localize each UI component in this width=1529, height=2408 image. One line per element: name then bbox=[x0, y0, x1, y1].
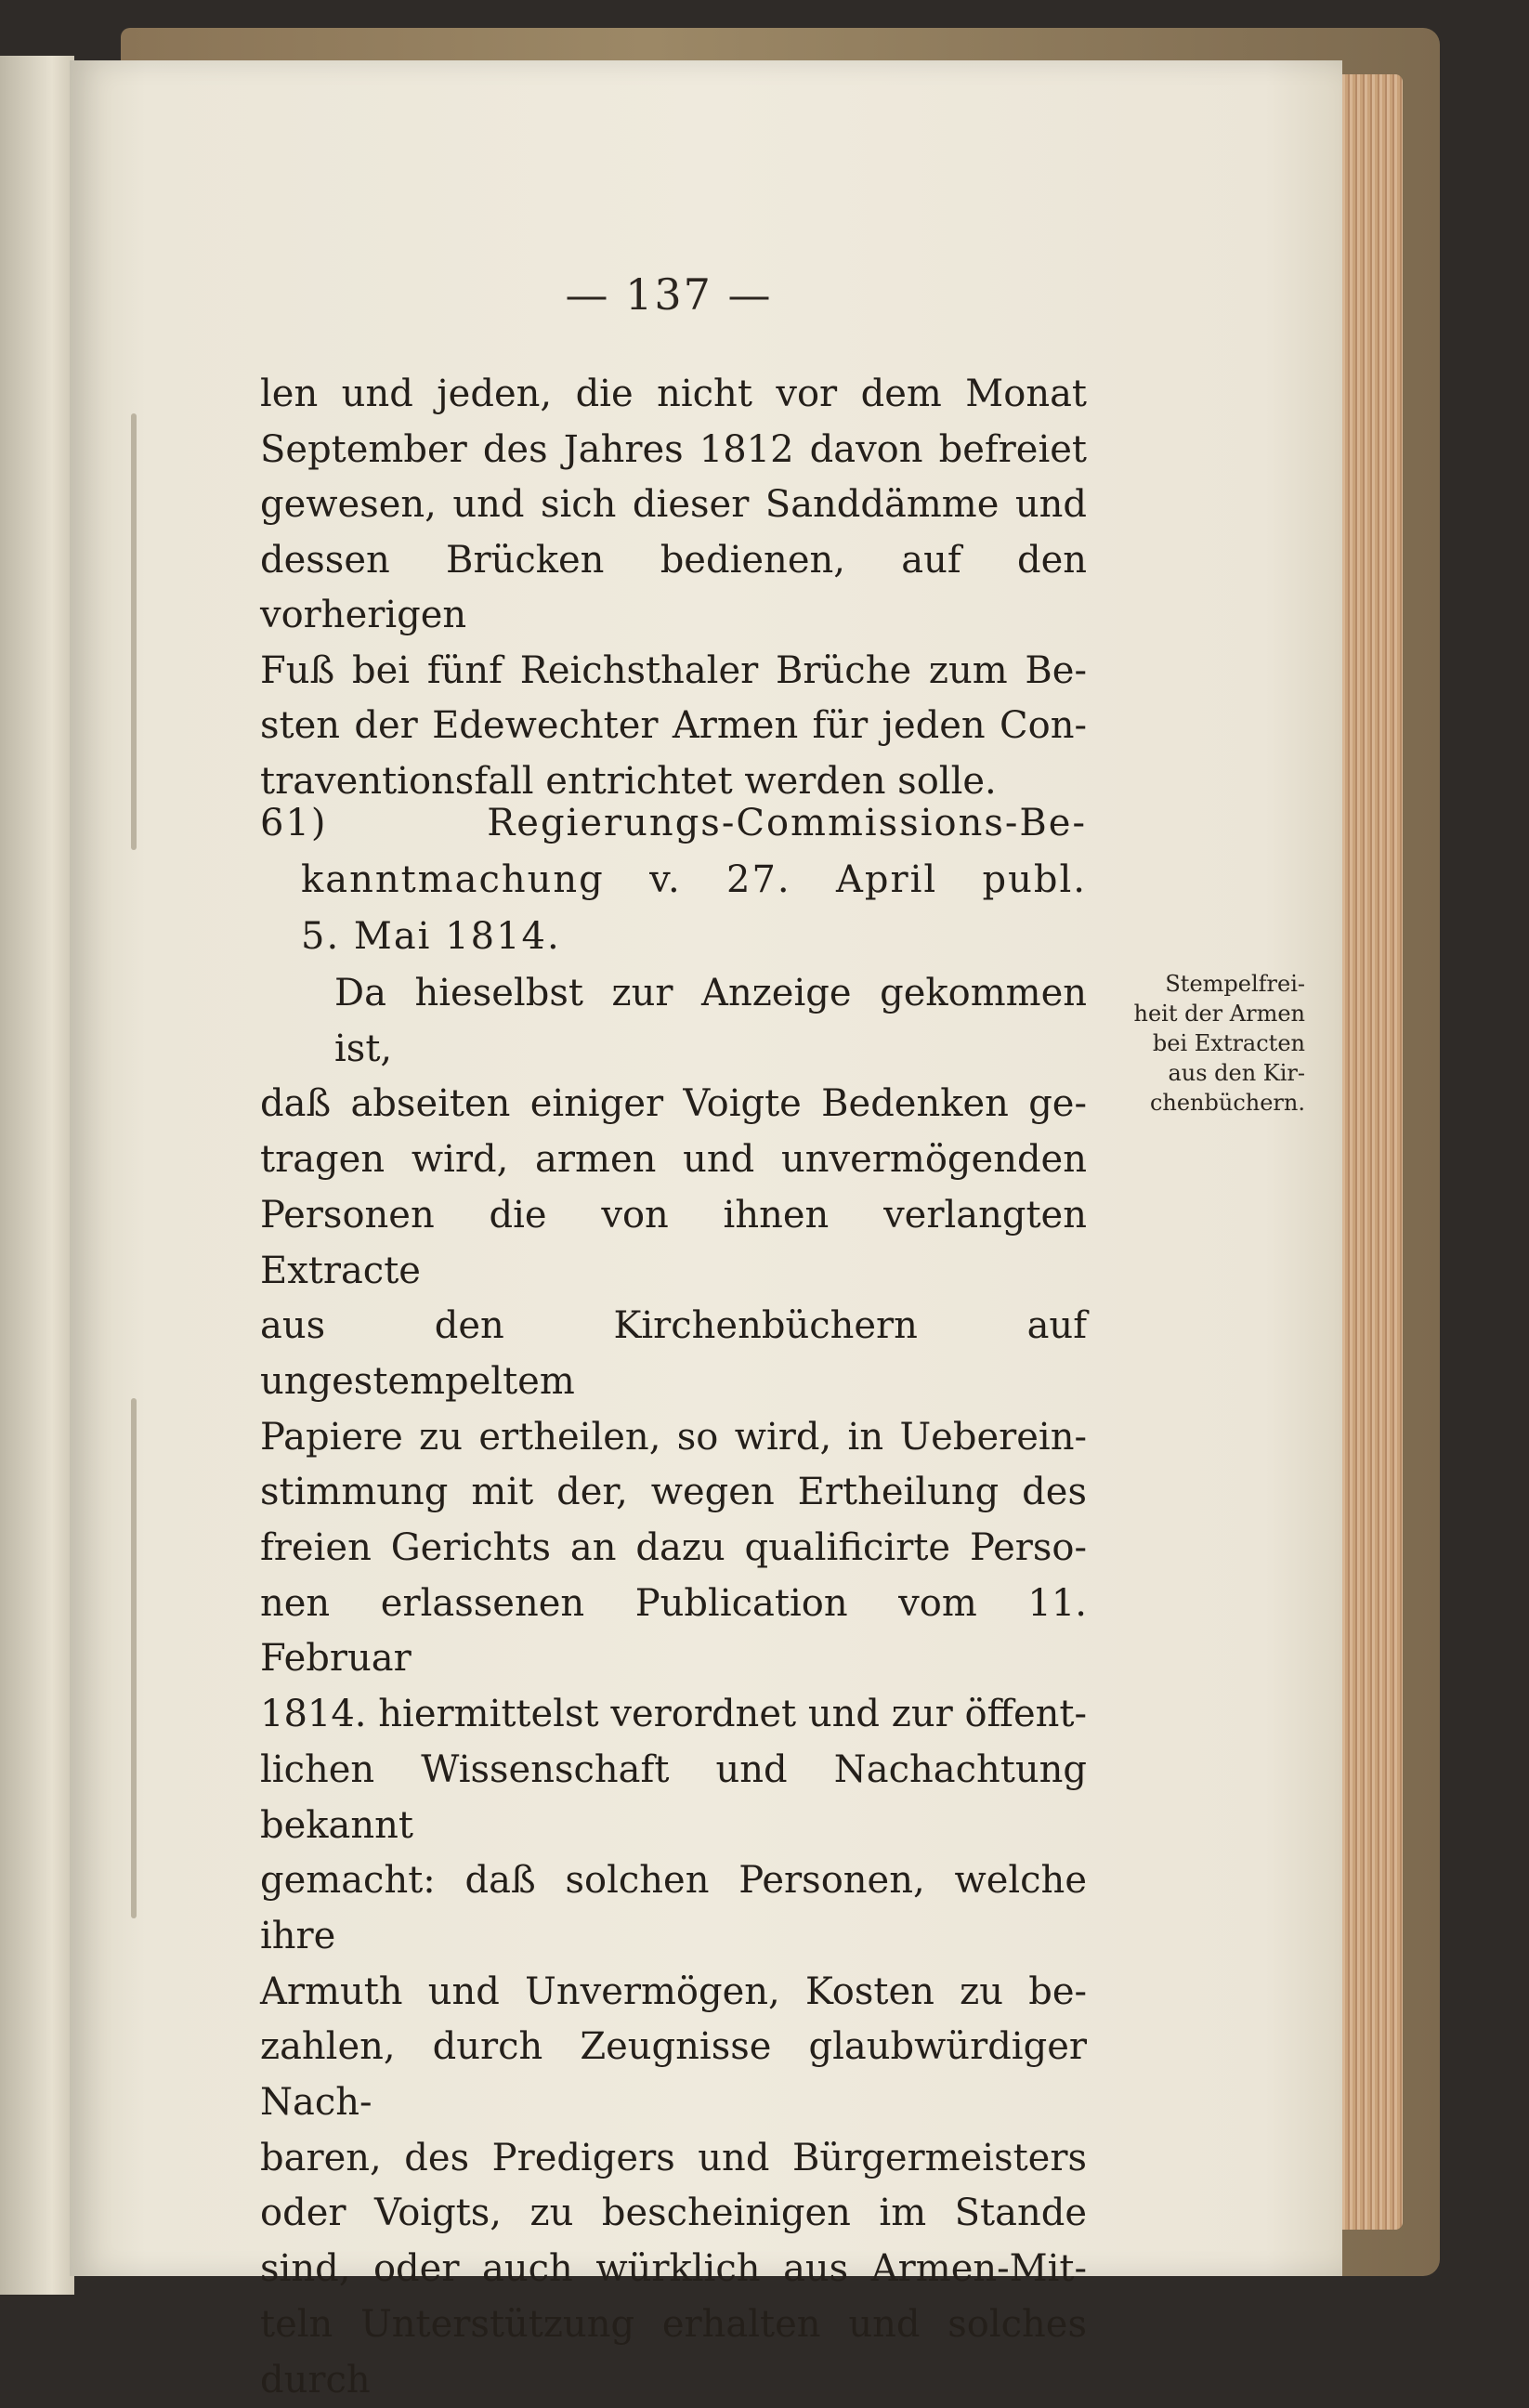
text-line: tragen wird, armen und unvermögenden bbox=[260, 1138, 1087, 1182]
binding-thread bbox=[131, 1398, 137, 1918]
text-line: sind, oder auch würklich aus Armen-Mit- bbox=[260, 2247, 1087, 2291]
text-line: Armuth und Unvermögen, Kosten zu be- bbox=[260, 1970, 1087, 2013]
page-number: — 137 — bbox=[565, 269, 773, 320]
text-line: lichen Wissenschaft und Nachachtung bekannt bbox=[260, 1747, 1087, 1847]
text-line: zahlen, durch Zeugnisse glaubwürdiger Nach- bbox=[260, 2025, 1087, 2125]
text-line: oder Voigts, zu bescheinigen im Stande bbox=[260, 2192, 1087, 2235]
margin-note bbox=[1087, 969, 1305, 1118]
heading-line: 61) Regierungs-Commissions-Be- bbox=[260, 802, 1087, 844]
margin-note-line: bei Extracten bbox=[1152, 1030, 1305, 1056]
text-line: Personen die von ihnen verlangten Extracte bbox=[260, 1193, 1087, 1292]
text-line: sten der Edewechter Armen für jeden Con- bbox=[260, 704, 1087, 747]
text-line: traventionsfall entrichtet werden solle. bbox=[260, 759, 997, 803]
text-line: 1814. hiermittelst verordnet und zur öffent- bbox=[260, 1693, 1087, 1736]
margin-note-line: heit der Armen bbox=[1133, 1001, 1305, 1027]
text-line: teln Unterstützung erhalten und solches durch bbox=[260, 2302, 1087, 2401]
paragraph-continuation bbox=[260, 367, 1087, 809]
margin-note-line: aus den Kir- bbox=[1168, 1060, 1305, 1086]
heading-line: 5. Mai 1814. bbox=[301, 915, 561, 958]
facing-page bbox=[0, 56, 74, 2295]
text-line: baren, des Predigers und Bürgermeisters bbox=[260, 2136, 1087, 2179]
text-line: gewesen, und sich dieser Sanddämme und bbox=[260, 483, 1087, 526]
text-line: September des Jahres 1812 davon befreiet bbox=[260, 427, 1087, 471]
binding-thread bbox=[131, 413, 137, 850]
heading-line: kanntmachung v. 27. April publ. bbox=[301, 858, 1087, 901]
text-line: dessen Brücken bedienen, auf den vorherigen bbox=[260, 538, 1087, 636]
section-heading bbox=[260, 795, 1087, 965]
text-line: stimmung mit der, wegen Ertheilung des bbox=[260, 1471, 1087, 1514]
text-line: len und jeden, die nicht vor dem Monat bbox=[260, 373, 1087, 415]
text-line: nen erlassenen Publication vom 11. Februar bbox=[260, 1581, 1087, 1681]
section-body bbox=[260, 966, 1087, 2408]
text-line: Papiere zu ertheilen, so wird, in Ueberein- bbox=[260, 1415, 1087, 1459]
text-line: Da hieselbst zur Anzeige gekommen ist, bbox=[334, 972, 1087, 1070]
text-line: freien Gerichts an dazu qualificirte Perso- bbox=[260, 1526, 1087, 1570]
text-line: daß abseiten einiger Voigte Bedenken ge- bbox=[260, 1082, 1087, 1126]
margin-note-line: chenbüchern. bbox=[1149, 1090, 1305, 1116]
text-line: aus den Kirchenbüchern auf ungestempeltem bbox=[260, 1304, 1087, 1403]
margin-note-line: Stempelfrei- bbox=[1165, 971, 1305, 997]
text-line: gemacht: daß solchen Personen, welche ihre bbox=[260, 1859, 1087, 1957]
text-line: Fuß bei fünf Reichsthaler Brüche zum Be- bbox=[260, 648, 1087, 692]
